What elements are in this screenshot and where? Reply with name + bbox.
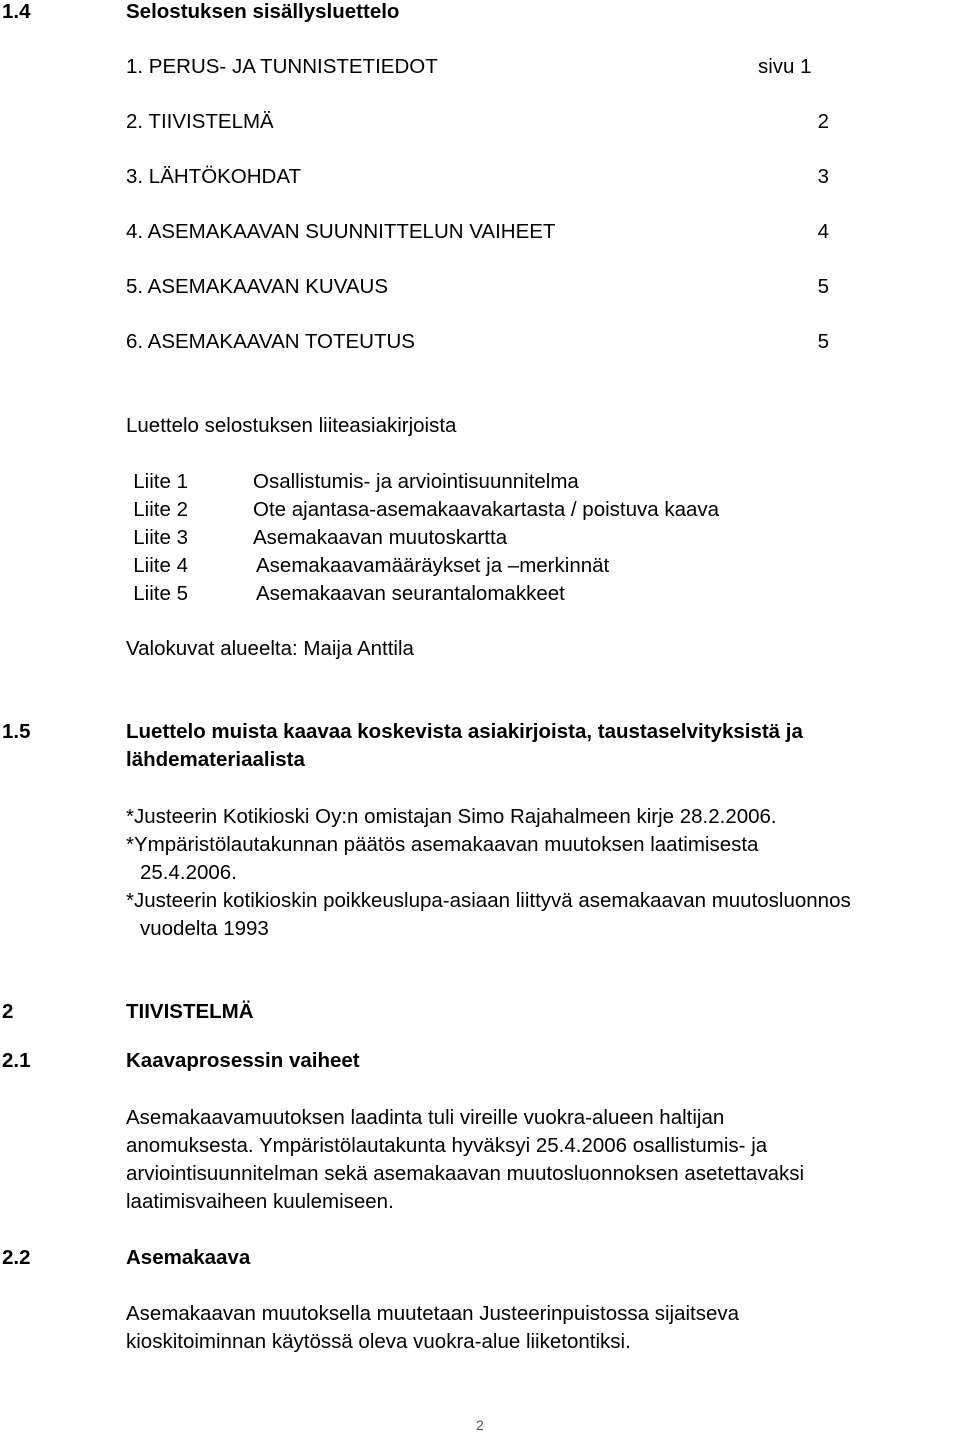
toc-item-label: 6. ASEMAKAAVAN TOTEUTUS <box>126 330 415 353</box>
document-list-item-continued: vuodelta 1993 <box>140 917 269 940</box>
toc-item-page: 4 <box>817 220 829 243</box>
document-list-item: *Ympäristölautakunnan päätös asemakaavan muutoksen laatimisesta <box>126 833 759 856</box>
appendix-description: Asemakaavan seurantalomakkeet <box>256 582 565 605</box>
paragraph-line: kioskitoiminnan käytössä oleva vuokra-alue liiketontiksi. <box>126 1330 631 1353</box>
section-2-number: 2 <box>2 1000 14 1023</box>
toc-item-page: 2 <box>817 110 829 133</box>
toc-item-page: sivu 1 <box>758 55 812 78</box>
section-1-5-title-continued: lähdemateriaalista <box>126 748 305 771</box>
toc-item-page: 3 <box>817 165 829 188</box>
section-2-1-number: 2.1 <box>2 1049 31 1072</box>
paragraph-line: anomuksesta. Ympäristölautakunta hyväksyi 25.4.2006 osallistumis- ja <box>126 1134 768 1157</box>
appendix-label: Liite 4 <box>133 554 188 577</box>
paragraph-line: Asemakaavan muutoksella muutetaan Justeerinpuistossa sijaitseva <box>126 1302 740 1325</box>
appendix-description: Ote ajantasa-asemakaavakartasta / poistuva kaava <box>253 498 720 521</box>
paragraph-line: laatimisvaiheen kuulemiseen. <box>126 1190 394 1213</box>
section-2-title: TIIVISTELMÄ <box>126 1000 254 1023</box>
appendix-label: Liite 3 <box>133 526 188 549</box>
page-number: 2 <box>476 1417 484 1433</box>
appendix-label: Liite 1 <box>133 470 188 493</box>
paragraph-line: arviointisuunnitelman sekä asemakaavan muutosluonnoksen asetettavaksi <box>126 1162 805 1185</box>
section-1-5-number: 1.5 <box>2 720 31 743</box>
document-list-item: *Justeerin Kotikioski Oy:n omistajan Simo Rajahalmeen kirje 28.2.2006. <box>126 805 777 828</box>
section-1-4-number: 1.4 <box>2 0 31 23</box>
section-1-5-title: Luettelo muista kaavaa koskevista asiakirjoista, taustaselvityksistä ja <box>126 720 803 743</box>
appendix-description: Osallistumis- ja arviointisuunnitelma <box>253 470 579 493</box>
appendix-description: Asemakaavamääräykset ja –merkinnät <box>256 554 610 577</box>
toc-item-label: 1. PERUS- JA TUNNISTETIEDOT <box>126 55 438 78</box>
section-2-2-title: Asemakaava <box>126 1246 251 1269</box>
section-2-2-number: 2.2 <box>2 1246 31 1269</box>
toc-item-page: 5 <box>817 275 829 298</box>
section-1-4-title: Selostuksen sisällysluettelo <box>126 0 400 23</box>
appendix-description: Asemakaavan muutoskartta <box>253 526 508 549</box>
toc-item-page: 5 <box>817 330 829 353</box>
toc-item-label: 4. ASEMAKAAVAN SUUNNITTELUN VAIHEET <box>126 220 556 243</box>
appendix-heading: Luettelo selostuksen liiteasiakirjoista <box>126 414 457 437</box>
appendix-label: Liite 5 <box>133 582 188 605</box>
document-list-item-continued: 25.4.2006. <box>140 861 237 884</box>
toc-item-label: 5. ASEMAKAAVAN KUVAUS <box>126 275 389 298</box>
section-2-1-title: Kaavaprosessin vaiheet <box>126 1049 360 1072</box>
toc-item-label: 2. TIIVISTELMÄ <box>126 110 274 133</box>
document-list-item: *Justeerin kotikioskin poikkeuslupa-asiaan liittyvä asemakaavan muutosluonnos <box>126 889 851 912</box>
toc-item-label: 3. LÄHTÖKOHDAT <box>126 165 302 188</box>
appendix-label: Liite 2 <box>133 498 188 521</box>
photos-credit: Valokuvat alueelta: Maija Anttila <box>126 637 414 660</box>
paragraph-line: Asemakaavamuutoksen laadinta tuli vireille vuokra-alueen haltijan <box>126 1106 725 1129</box>
